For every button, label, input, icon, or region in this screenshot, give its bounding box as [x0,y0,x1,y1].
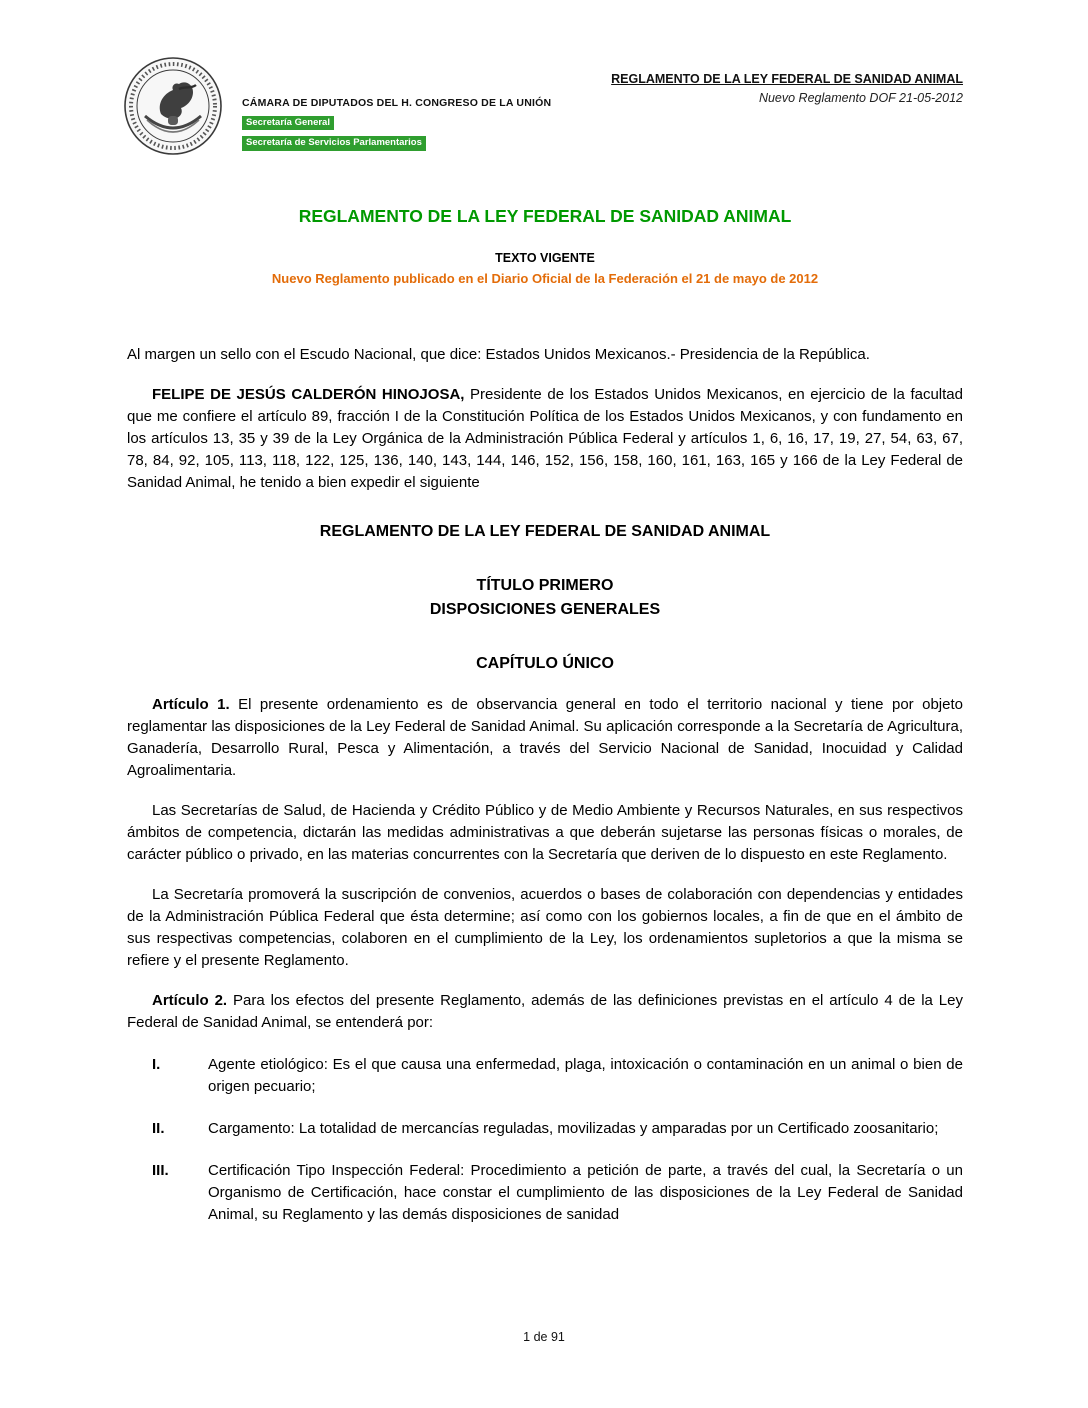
publication-line: Nuevo Reglamento publicado en el Diario Oficial de la Federación el 21 de mayo de 2012 [271,271,819,286]
organization-block [242,97,551,152]
header-document-meta: Nuevo Reglamento DOF 21-05-2012 [758,91,963,105]
decree-author: FELIPE DE JESÚS CALDERÓN HINOJOSA, [152,386,465,403]
heading-disposiciones-line: DISPOSICIONES GENERALES [429,601,661,618]
definition-item [127,1118,963,1140]
header-right-block [611,72,963,105]
definition-text: Agente etiológico: Es el que causa una enfermedad, plaga, intoxicación o contaminación en un animal o bien de origen pecuario; [208,1056,963,1095]
definition-numeral: III. [152,1162,169,1179]
definition-numeral: II. [152,1120,165,1137]
heading-capitulo-unico: CAPÍTULO ÚNICO [476,655,614,672]
coat-of-arms-logo [123,55,223,157]
decree-text: Presidente de los Estados Unidos Mexicanos, en ejercicio de la facultad que me confiere el artículo 89, fracción I de la Constitución Política de los Estados Unidos Mexicanos, y con fundamento en los artículos 13, 35 y 39 de la Ley Orgánica de la Administración Pública Federal y artículos 1, 6, 16, 17, 19, 27, 54, 63, 67, 78, 84, 92, 105, 113, 118, 122, 125, 136, 140, 143, 144, 146, 152, 156, 158, 160, 161, 163, 165 y 166 de la Ley Federal de Sanidad Animal, he tenido a bien expedir el siguiente [127,386,963,491]
document-content [0,206,1088,1226]
definition-numeral: I. [152,1056,161,1073]
definition-text: Cargamento: La totalidad de mercancías reguladas, movilizadas y amparadas por un Certificado zoosanitario; [208,1120,939,1137]
definition-text: Certificación Tipo Inspección Federal: Procedimiento a petición de parte, a través del cual, la Secretaría o un Organismo de Certificación, hace constar el cumplimiento de las disposiciones de la Ley Federal de Sanidad Animal, su Reglamento y las demás disposiciones de sanidad [208,1162,963,1223]
articulo-2-text: Para los efectos del presente Reglamento, además de las definiciones previstas en el artículo 4 de la Ley Federal de Sanidad Animal, se entenderá por: [127,992,963,1031]
main-title: REGLAMENTO DE LA LEY FEDERAL DE SANIDAD ANIMAL [298,206,792,226]
articulo-1-label: Artículo 1. [152,696,230,713]
paragraph-decree [127,384,963,494]
secretaria-servicios-label: Secretaría de Servicios Parlamentarios [242,136,426,150]
heading-titulo-primero [127,574,963,622]
articulo-2-label: Artículo 2. [152,992,228,1009]
definition-item [127,1054,963,1098]
definitions-list [127,1054,963,1226]
paragraph-articulo-1 [127,694,963,782]
paragraph-secretarias: Las Secretarías de Salud, de Hacienda y Crédito Público y de Medio Ambiente y Recursos Naturales, en sus respectivos ámbitos de competencia, dictarán las medidas administrativas a que deberán sujetarse las personas físicas o morales, de carácter público o privado, en las materias concurrentes con la Secretaría que deriven de lo dispuesto en este Reglamento. [127,802,963,863]
definition-item [127,1160,963,1226]
heading-titulo-line: TÍTULO PRIMERO [476,577,614,594]
header-document-title: REGLAMENTO DE LA LEY FEDERAL DE SANIDAD ANIMAL [611,72,963,86]
heading-reglamento: REGLAMENTO DE LA LEY FEDERAL DE SANIDAD ANIMAL [319,523,771,540]
organization-name: CÁMARA DE DIPUTADOS DEL H. CONGRESO DE LA UNIÓN [242,97,552,109]
secretaria-general-label: Secretaría General [242,116,334,130]
page-header [0,0,1088,170]
paragraph-convenios: La Secretaría promoverá la suscripción de convenios, acuerdos o bases de colaboración con dependencias y entidades de la Administración Pública Federal que ésta determine; así como con los gobiernos locales, a fin de que en el ámbito de sus respectivas competencias, colaboren en el cumplimiento de la Ley, los ordenamientos supletorios a que la misma se refiere y el presente Reglamento. [127,886,963,969]
status-line: TEXTO VIGENTE [495,251,595,265]
page-number: 1 de 91 [523,1330,565,1344]
articulo-1-text: El presente ordenamiento es de observancia general en todo el territorio nacional y tiene por objeto reglamentar las disposiciones de la Ley Federal de Sanidad Animal. Su aplicación corresponde a la Secretaría de Agricultura, Ganadería, Desarrollo Rural, Pesca y Alimentación, a través del Servicio Nacional de Sanidad, Inocuidad y Calidad Agroalimentaria. [127,696,963,779]
paragraph-al-margen: Al margen un sello con el Escudo Nacional, que dice: Estados Unidos Mexicanos.- Presidencia de la República. [127,346,870,363]
paragraph-articulo-2 [127,990,963,1034]
